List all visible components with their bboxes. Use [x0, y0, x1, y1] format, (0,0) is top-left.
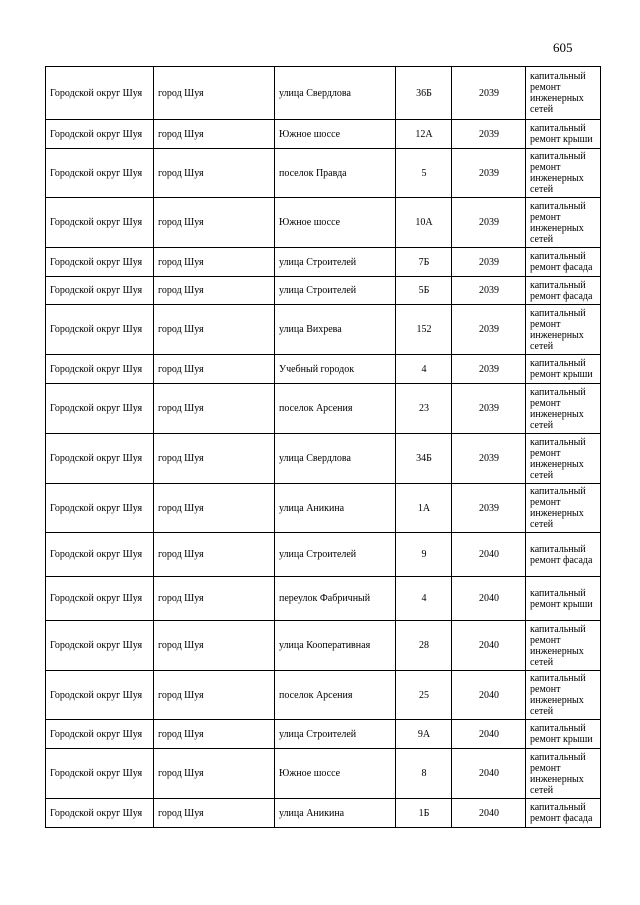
cell-street: улица Свердлова: [275, 67, 396, 120]
cell-work-type: капитальный ремонт крыши: [526, 720, 601, 749]
cell-street: улица Вихрева: [275, 305, 396, 355]
cell-city: город Шуя: [154, 749, 275, 799]
cell-year: 2039: [452, 434, 526, 484]
cell-district: Городской округ Шуя: [46, 198, 154, 248]
cell-street: улица Свердлова: [275, 434, 396, 484]
cell-year: 2039: [452, 149, 526, 198]
cell-city: город Шуя: [154, 577, 275, 621]
cell-street: Южное шоссе: [275, 198, 396, 248]
cell-house-number: 9А: [396, 720, 452, 749]
table-row: [46, 67, 601, 120]
cell-work-type: капитальный ремонт инженерных сетей: [526, 384, 601, 434]
table-row: [46, 484, 601, 533]
cell-district: Городской округ Шуя: [46, 149, 154, 198]
table-row: [46, 720, 601, 749]
table-row: [46, 749, 601, 799]
cell-year: 2039: [452, 305, 526, 355]
table-row: [46, 355, 601, 384]
table-row: [46, 305, 601, 355]
cell-year: 2040: [452, 720, 526, 749]
cell-district: Городской округ Шуя: [46, 305, 154, 355]
table-row: [46, 198, 601, 248]
cell-house-number: 4: [396, 355, 452, 384]
table-row: [46, 434, 601, 484]
cell-work-type: капитальный ремонт инженерных сетей: [526, 149, 601, 198]
cell-district: Городской округ Шуя: [46, 533, 154, 577]
page-number: 605: [553, 40, 573, 55]
cell-street: переулок Фабричный: [275, 577, 396, 621]
cell-city: город Шуя: [154, 484, 275, 533]
cell-district: Городской округ Шуя: [46, 355, 154, 384]
cell-district: Городской округ Шуя: [46, 248, 154, 277]
cell-year: 2039: [452, 198, 526, 248]
table-row: [46, 671, 601, 720]
cell-city: город Шуя: [154, 621, 275, 671]
cell-year: 2039: [452, 67, 526, 120]
cell-work-type: капитальный ремонт инженерных сетей: [526, 621, 601, 671]
table-row: [46, 533, 601, 577]
cell-city: город Шуя: [154, 198, 275, 248]
cell-street: улица Аникина: [275, 799, 396, 828]
cell-district: Городской округ Шуя: [46, 120, 154, 149]
cell-house-number: 4: [396, 577, 452, 621]
cell-house-number: 1Б: [396, 799, 452, 828]
cell-year: 2040: [452, 671, 526, 720]
cell-year: 2040: [452, 749, 526, 799]
cell-house-number: 12А: [396, 120, 452, 149]
table-row: [46, 149, 601, 198]
cell-house-number: 5: [396, 149, 452, 198]
cell-street: улица Строителей: [275, 533, 396, 577]
cell-district: Городской округ Шуя: [46, 434, 154, 484]
cell-district: Городской округ Шуя: [46, 671, 154, 720]
cell-street: улица Строителей: [275, 277, 396, 305]
cell-street: Южное шоссе: [275, 749, 396, 799]
cell-city: город Шуя: [154, 305, 275, 355]
cell-district: Городской округ Шуя: [46, 384, 154, 434]
cell-city: город Шуя: [154, 120, 275, 149]
cell-work-type: капитальный ремонт крыши: [526, 120, 601, 149]
cell-street: улица Кооперативная: [275, 621, 396, 671]
cell-house-number: 152: [396, 305, 452, 355]
table-row: [46, 621, 601, 671]
cell-work-type: капитальный ремонт инженерных сетей: [526, 484, 601, 533]
cell-house-number: 1А: [396, 484, 452, 533]
housing-repair-table: [45, 66, 601, 828]
cell-house-number: 34Б: [396, 434, 452, 484]
cell-year: 2040: [452, 533, 526, 577]
cell-year: 2040: [452, 577, 526, 621]
cell-city: город Шуя: [154, 248, 275, 277]
cell-street: улица Строителей: [275, 720, 396, 749]
cell-city: город Шуя: [154, 149, 275, 198]
cell-work-type: капитальный ремонт инженерных сетей: [526, 749, 601, 799]
cell-work-type: капитальный ремонт инженерных сетей: [526, 434, 601, 484]
cell-work-type: капитальный ремонт крыши: [526, 355, 601, 384]
cell-year: 2039: [452, 484, 526, 533]
cell-district: Городской округ Шуя: [46, 277, 154, 305]
cell-year: 2039: [452, 248, 526, 277]
cell-house-number: 28: [396, 621, 452, 671]
cell-district: Городской округ Шуя: [46, 484, 154, 533]
cell-district: Городской округ Шуя: [46, 749, 154, 799]
cell-house-number: 7Б: [396, 248, 452, 277]
cell-work-type: капитальный ремонт инженерных сетей: [526, 305, 601, 355]
table-row: [46, 577, 601, 621]
cell-work-type: капитальный ремонт фасада: [526, 277, 601, 305]
cell-work-type: капитальный ремонт фасада: [526, 799, 601, 828]
cell-year: 2039: [452, 384, 526, 434]
cell-year: 2040: [452, 621, 526, 671]
cell-house-number: 8: [396, 749, 452, 799]
cell-district: Городской округ Шуя: [46, 799, 154, 828]
table-row: [46, 277, 601, 305]
cell-work-type: капитальный ремонт инженерных сетей: [526, 67, 601, 120]
cell-district: Городской округ Шуя: [46, 67, 154, 120]
cell-city: город Шуя: [154, 384, 275, 434]
cell-city: город Шуя: [154, 277, 275, 305]
cell-year: 2040: [452, 799, 526, 828]
table-row: [46, 248, 601, 277]
table-row: [46, 799, 601, 828]
cell-street: поселок Правда: [275, 149, 396, 198]
cell-city: город Шуя: [154, 355, 275, 384]
cell-district: Городской округ Шуя: [46, 720, 154, 749]
cell-work-type: капитальный ремонт инженерных сетей: [526, 671, 601, 720]
cell-street: Южное шоссе: [275, 120, 396, 149]
cell-year: 2039: [452, 355, 526, 384]
cell-house-number: 23: [396, 384, 452, 434]
cell-city: город Шуя: [154, 799, 275, 828]
cell-house-number: 10А: [396, 198, 452, 248]
table-row: [46, 384, 601, 434]
cell-city: город Шуя: [154, 434, 275, 484]
cell-year: 2039: [452, 277, 526, 305]
cell-city: город Шуя: [154, 67, 275, 120]
cell-street: Учебный городок: [275, 355, 396, 384]
cell-work-type: капитальный ремонт крыши: [526, 577, 601, 621]
cell-street: улица Строителей: [275, 248, 396, 277]
cell-district: Городской округ Шуя: [46, 577, 154, 621]
cell-city: город Шуя: [154, 533, 275, 577]
cell-year: 2039: [452, 120, 526, 149]
cell-city: город Шуя: [154, 720, 275, 749]
cell-house-number: 25: [396, 671, 452, 720]
table-row: [46, 120, 601, 149]
cell-city: город Шуя: [154, 671, 275, 720]
cell-district: Городской округ Шуя: [46, 621, 154, 671]
cell-house-number: 36Б: [396, 67, 452, 120]
cell-work-type: капитальный ремонт фасада: [526, 248, 601, 277]
cell-house-number: 9: [396, 533, 452, 577]
cell-work-type: капитальный ремонт фасада: [526, 533, 601, 577]
cell-work-type: капитальный ремонт инженерных сетей: [526, 198, 601, 248]
cell-street: поселок Арсения: [275, 671, 396, 720]
cell-street: улица Аникина: [275, 484, 396, 533]
cell-house-number: 5Б: [396, 277, 452, 305]
cell-street: поселок Арсения: [275, 384, 396, 434]
